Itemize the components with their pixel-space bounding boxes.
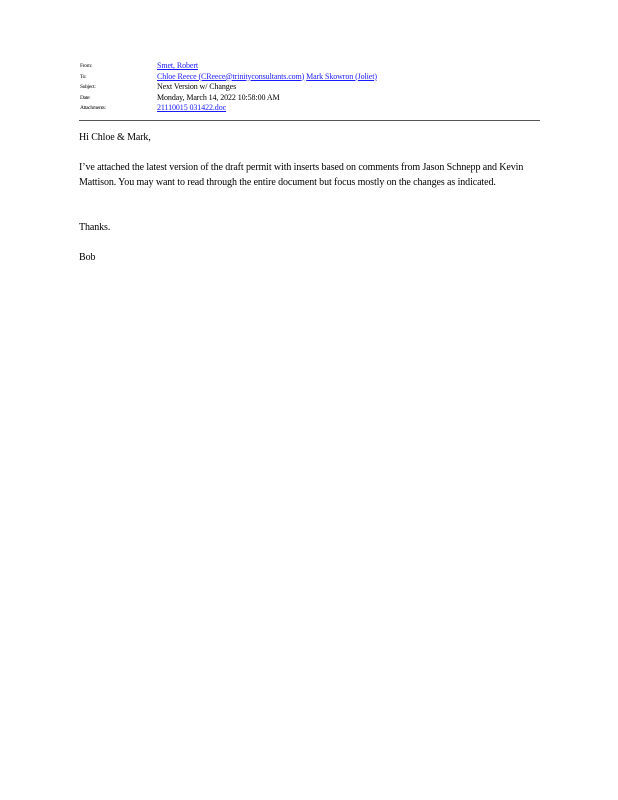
- email-header: [80, 61, 540, 114]
- date-label: Date:: [80, 94, 91, 101]
- subject-row: [80, 82, 540, 93]
- attachments-row: [80, 103, 540, 114]
- from-link[interactable]: Smet, Robert: [157, 61, 199, 70]
- signature: Bob: [79, 252, 96, 263]
- subject-label: Subject:: [80, 84, 96, 90]
- subject-value: Next Version w/ Changes: [157, 82, 237, 91]
- closing-thanks: Thanks.: [79, 222, 111, 233]
- to-label: To:: [80, 73, 87, 80]
- date-row: [80, 93, 540, 104]
- date-value: Monday, March 14, 2022 10:58:00 AM: [157, 92, 280, 102]
- from-row: [80, 61, 540, 72]
- message-paragraph: I’ve attached the latest version of the draft permit with inserts based on comments from Jason Schnepp and Kevin Mattison. You may want to read through the entire document but focus mostly on the changes as indicated.: [79, 162, 524, 188]
- header-divider: [79, 120, 540, 121]
- to-row: [80, 72, 540, 83]
- to-link-chloe[interactable]: Chloe Reece (CReece@trinityconsultants.com): [157, 71, 305, 81]
- to-recipients: [157, 72, 377, 83]
- from-label: From:: [80, 63, 92, 69]
- attachments-label: Attachments:: [80, 105, 106, 111]
- to-link-mark[interactable]: Mark Skowron (Joliet): [306, 71, 377, 81]
- attachment-link[interactable]: 21110015 031422.doc: [157, 103, 227, 112]
- greeting: Hi Chloe & Mark,: [79, 132, 151, 143]
